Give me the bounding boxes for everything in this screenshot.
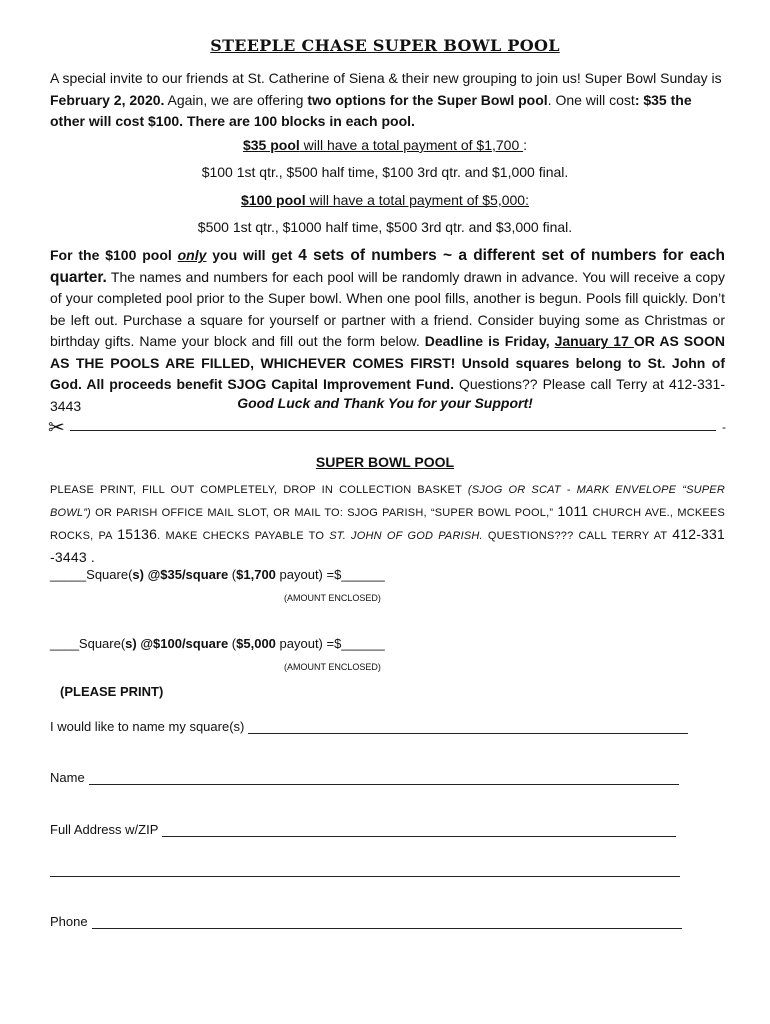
instruction-text: (SJOG OR SCAT - MARK ENVELOPE “SUPER BOWL”) [50, 484, 725, 519]
payout-35: $1,700 [236, 567, 276, 582]
amount-enclosed-note: (AMOUNT ENCLOSED) [284, 662, 381, 672]
intro-text: . One will cost [547, 91, 635, 108]
payout-100: $5,000 [236, 636, 276, 651]
zip-code: 15136 [117, 526, 158, 542]
details-paragraph [50, 245, 725, 417]
event-date: February 2, 2020. [50, 91, 165, 108]
closing-line: Good Luck and Thank You for your Support! [237, 395, 533, 411]
form-title: SUPER BOWL POOL [315, 454, 455, 470]
street-number: 1011 [557, 503, 589, 519]
details-text: For the $100 pool [50, 247, 178, 263]
amount-35-blank[interactable]: payout) =$______ [275, 567, 385, 582]
quantity-35-blank[interactable]: _____ [50, 567, 87, 582]
quantity-100-blank[interactable]: ____ [50, 636, 79, 651]
pool100-line [0, 192, 770, 208]
pool35-breakdown: $100 1st qtr., $500 half time, $100 3rd qtr. and $1,000 final. [201, 164, 569, 180]
pool100-breakdown: $500 1st qtr., $1000 half time, $500 3rd qtr. and $3,000 final. [197, 219, 573, 235]
order-35-line[interactable] [50, 567, 385, 582]
deadline-rules: OR AS SOON AS THE POOLS ARE FILLED, WHICHEVER COMES FIRST! Unsold squares belong to St. John of God. All proceeds benefit SJOG Capital Improvement Fund. [50, 333, 725, 392]
details-text: you will get [206, 247, 299, 263]
order-text: ( [228, 567, 237, 582]
cut-line-end: - [722, 420, 726, 434]
address-field[interactable] [162, 824, 676, 837]
intro-text: Again, we are offering [164, 91, 308, 108]
price-100: s) @$100/square [125, 636, 229, 651]
form-instructions [50, 480, 725, 570]
order-text: Square( [86, 567, 133, 582]
pool35-colon: : [523, 137, 528, 153]
order-text: ( [228, 636, 237, 651]
details-text: The names and numbers for each pool will be randomly drawn in advance. You will receive a copy of your completed pool prior to the Super bowl. When one pool fills, another is begun. Pools fill quickly. Don’t be left out. Purchase a square for yourself or partner with a friend. Consider buying some as Christmas or birthday gifts. Name your block and fill out the form below. [50, 268, 725, 349]
address-line-2-field[interactable] [50, 876, 680, 877]
address-label: Full Address w/ZIP [50, 822, 159, 837]
square-name-row [50, 719, 688, 734]
scissors-icon: ✂ [48, 417, 65, 439]
cost-text: : $35 the other will cost $100. There are 100 blocks in each pool. [50, 91, 692, 129]
instruction-text: CHURCH AVE., MCKEES ROCKS, PA [50, 507, 725, 542]
amount-enclosed-note: (AMOUNT ENCLOSED) [284, 593, 381, 603]
name-label: Name [50, 770, 85, 785]
contact-phone: 412-331 -3443 [50, 526, 726, 565]
phone-row [50, 914, 682, 929]
instruction-text: QUESTIONS??? CALL TERRY AT [482, 530, 673, 542]
options-text: two options for the Super Bowl pool [307, 91, 548, 108]
name-field[interactable] [89, 772, 679, 785]
amount-100-blank[interactable]: payout) =$______ [275, 636, 385, 651]
pool35-total: will have a total payment of $1,700 [299, 137, 524, 153]
questions-contact: Questions?? Please call Terry at 412-331-3443 [50, 376, 725, 414]
intro-paragraph [50, 68, 725, 133]
instruction-text: . MAKE CHECKS PAYABLE TO [157, 530, 330, 542]
square-name-label: I would like to name my square(s) [50, 719, 245, 734]
cut-line-row [48, 417, 726, 439]
order-text: Square( [78, 636, 126, 651]
only-emphasis: only [177, 247, 207, 263]
name-row [50, 770, 679, 785]
instruction-text: . [86, 549, 95, 565]
pool100-total: will have a total payment of $5,000: [305, 192, 529, 208]
square-name-field[interactable] [248, 721, 688, 734]
phone-label: Phone [50, 914, 88, 929]
price-35: s) @$35/square [132, 567, 229, 582]
address-row [50, 822, 676, 837]
pool35-label: $35 pool [242, 137, 300, 153]
please-print-label: (PLEASE PRINT) [60, 684, 164, 699]
intro-text: A special invite to our friends at St. Catherine of Siena & their new grouping to join us! Super Bowl Sunday is [50, 70, 722, 86]
order-100-line[interactable] [50, 636, 385, 651]
flyer-title: STEEPLE CHASE SUPER BOWL POOL [210, 36, 560, 55]
deadline-date: January 17 [554, 333, 634, 349]
sets-of-numbers-text: 4 sets of numbers ~ a different set of numbers for each quarter. [50, 247, 725, 286]
cut-line [70, 430, 716, 431]
instruction-text: OR PARISH OFFICE MAIL SLOT, OR MAIL TO: SJOG PARISH, “SUPER BOWL POOL,” [90, 507, 558, 519]
phone-field[interactable] [92, 916, 682, 929]
payee-text: ST. JOHN OF GOD PARISH. [329, 530, 483, 542]
instruction-text: PLEASE PRINT, FILL OUT COMPLETELY, DROP IN COLLECTION BASKET [50, 484, 468, 496]
pool35-line [0, 137, 770, 153]
deadline-label: Deadline is Friday, [424, 333, 555, 349]
pool100-label: $100 pool [241, 192, 306, 208]
